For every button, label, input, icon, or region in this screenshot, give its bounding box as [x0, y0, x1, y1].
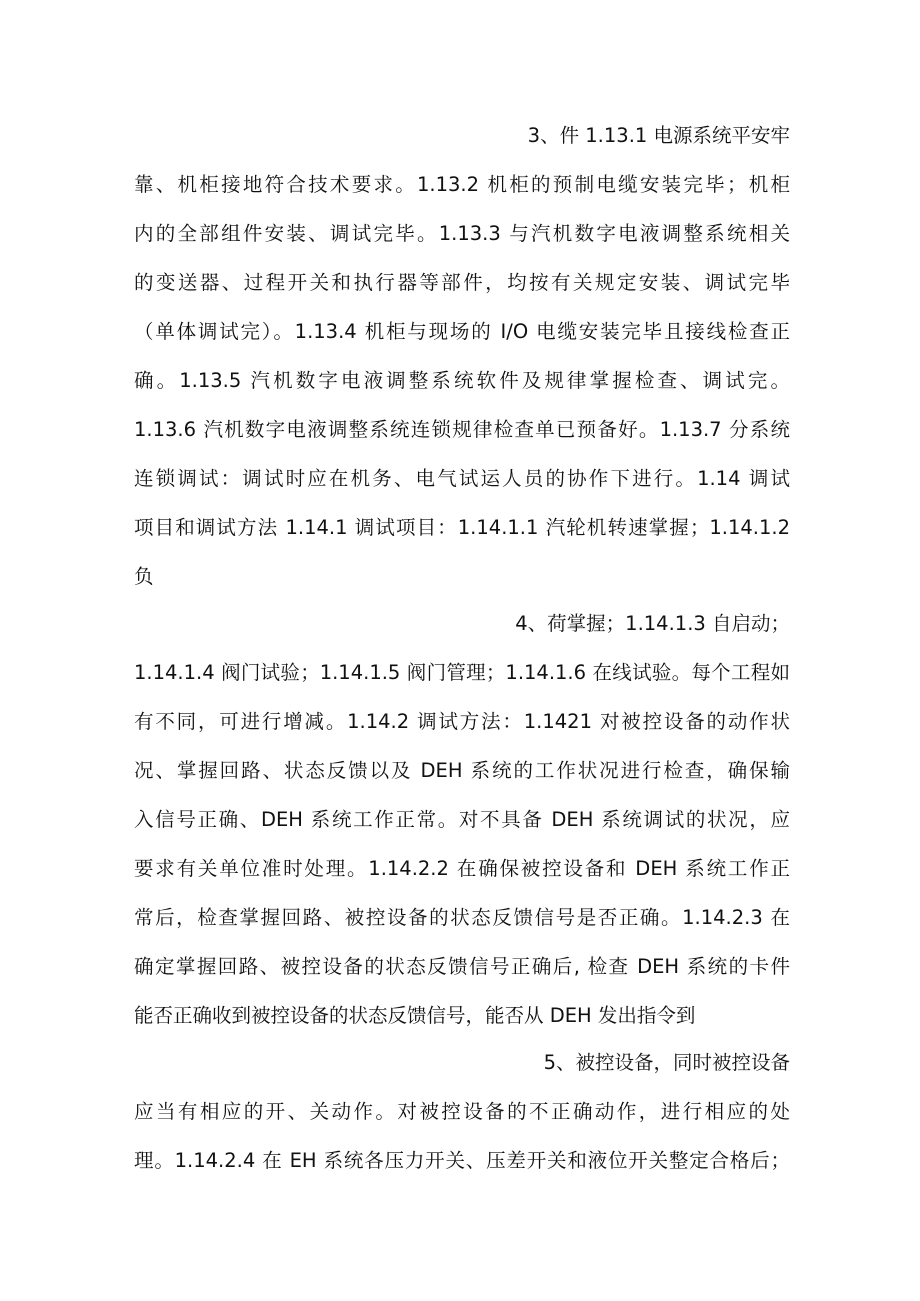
text-line: （单体调试完）。1.13.4 机柜与现场的 I/O 电缆安装完毕且接线检查正 [134, 320, 790, 343]
text-line: 4、荷掌握；1.14.1.3 自启动； [515, 612, 790, 635]
text-line: 确。1.13.5 汽机数字电液调整系统软件及规律掌握检查、调试完。 [134, 369, 790, 392]
text-line: 入信号正确、DEH 系统工作正常。对不具备 DEH 系统调试的状况，应 [134, 808, 790, 831]
text-line: 况、掌握回路、状态反馈以及 DEH 系统的工作状况进行检查，确保输 [134, 759, 790, 782]
text-line: 理。1.14.2.4 在 EH 系统各压力开关、压差开关和液位开关整定合格后； [134, 1149, 790, 1172]
text-line: 有不同，可进行增减。1.14.2 调试方法：1.1421 对被控设备的动作状 [134, 710, 790, 733]
text-line: 负 [134, 565, 154, 588]
text-line: 要求有关单位准时处理。1.14.2.2 在确保被控设备和 DEH 系统工作正 [134, 857, 790, 880]
text-line: 的变送器、过程开关和执行器等部件，均按有关规定安装、调试完毕 [134, 271, 790, 294]
text-line: 能否正确收到被控设备的状态反馈信号，能否从 DEH 发出指令到 [134, 1004, 696, 1027]
text-line: 连锁调试：调试时应在机务、电气试运人员的协作下进行。1.14 调试 [134, 467, 790, 490]
text-line: 应当有相应的开、关动作。对被控设备的不正确动作，进行相应的处 [134, 1100, 790, 1123]
text-line: 3、件 1.13.1 电源系统平安牢 [527, 124, 790, 147]
text-line: 项目和调试方法 1.14.1 调试项目：1.14.1.1 汽轮机转速掌握；1.14.1.2 [134, 516, 790, 539]
text-line: 内的全部组件安装、调试完毕。1.13.3 与汽机数字电液调整系统相关 [134, 222, 790, 245]
text-line: 靠、机柜接地符合技术要求。1.13.2 机柜的预制电缆安装完毕；机柜 [134, 173, 790, 196]
text-line: 1.14.1.4 阀门试验；1.14.1.5 阀门管理；1.14.1.6 在线试验。每个工程如 [134, 661, 790, 684]
text-line: 常后，检查掌握回路、被控设备的状态反馈信号是否正确。1.14.2.3 在 [134, 906, 790, 929]
text-line: 5、被控设备，同时被控设备 [543, 1051, 790, 1074]
text-line: 确定掌握回路、被控设备的状态反馈信号正确后, 检查 DEH 系统的卡件 [134, 955, 790, 978]
text-line: 1.13.6 汽机数字电液调整系统连锁规律检查单已预备好。1.13.7 分系统 [134, 418, 790, 441]
